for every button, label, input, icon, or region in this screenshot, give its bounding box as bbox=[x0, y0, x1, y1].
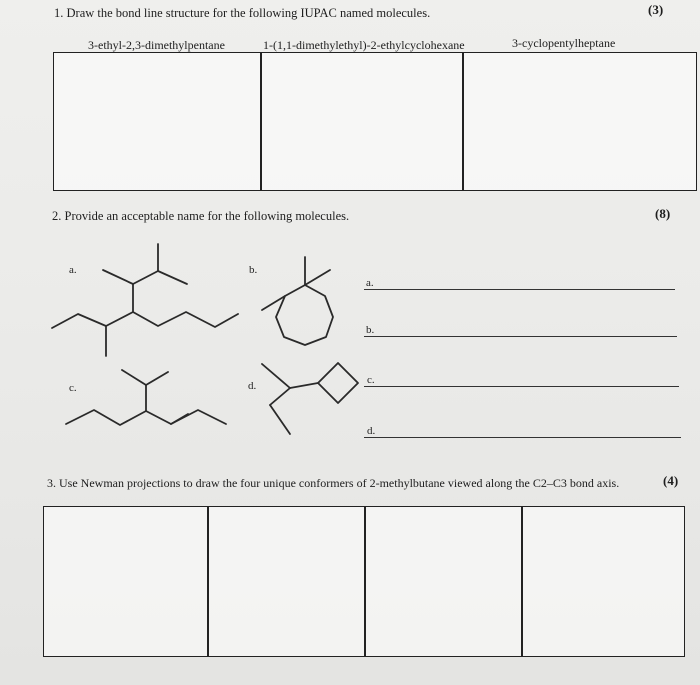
molecule-d-structure bbox=[262, 363, 358, 434]
q3-prompt: 3. Use Newman projections to draw the four unique conformers of 2-methylbutane viewed along the C2–C3 bond axis. bbox=[47, 476, 620, 490]
molecule-b-structure bbox=[262, 257, 333, 345]
q1-points: (3) bbox=[648, 2, 664, 17]
molecule-label-b: b. bbox=[249, 264, 258, 276]
answer-label-c: c. bbox=[367, 374, 375, 386]
q1-prompt: 1. Draw the bond line structure for the following IUPAC named molecules. bbox=[54, 6, 431, 20]
q1-name-1: 3-ethyl-2,3-dimethylpentane bbox=[88, 38, 225, 52]
molecule-label-a: a. bbox=[69, 264, 77, 276]
molecule-label-d: d. bbox=[248, 380, 257, 392]
answer-label-b: b. bbox=[366, 324, 375, 336]
q3-box-divider-1 bbox=[207, 507, 209, 656]
answer-line-c[interactable] bbox=[364, 386, 679, 387]
answer-label-a: a. bbox=[366, 277, 374, 289]
q2-points: (8) bbox=[655, 206, 671, 221]
answer-line-a[interactable] bbox=[364, 289, 675, 290]
q2-prompt: 2. Provide an acceptable name for the following molecules. bbox=[52, 209, 350, 223]
q3-answer-box[interactable] bbox=[43, 506, 685, 657]
molecule-a-structure bbox=[52, 244, 238, 356]
q3-box-divider-3 bbox=[521, 507, 523, 656]
q1-name-3: 3-cyclopentylheptane bbox=[512, 36, 616, 50]
q3-points: (4) bbox=[663, 473, 679, 488]
answer-line-d[interactable] bbox=[364, 437, 681, 438]
q3-box-divider-2 bbox=[364, 507, 366, 656]
q1-name-2: 1-(1,1-dimethylethyl)-2-ethylcyclohexane bbox=[263, 38, 465, 52]
answer-label-d: d. bbox=[367, 425, 376, 437]
molecule-c-structure bbox=[66, 370, 226, 425]
answer-line-b[interactable] bbox=[364, 336, 677, 337]
molecule-label-c: c. bbox=[69, 382, 77, 394]
